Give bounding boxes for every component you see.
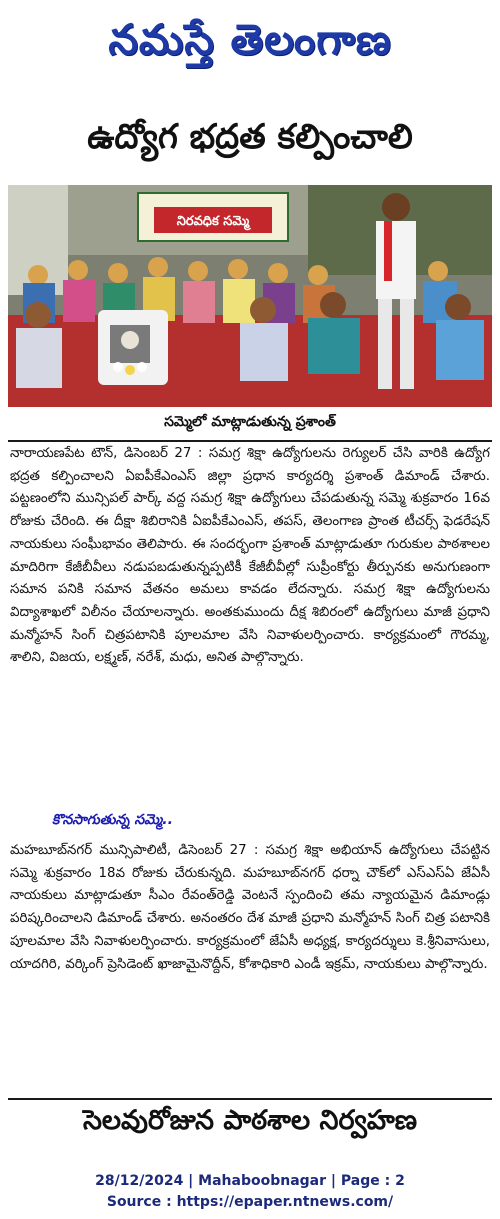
article-photo	[8, 185, 492, 407]
edition-line: 28/12/2024 | Mahaboobnagar | Page : 2	[95, 1173, 405, 1189]
masthead-title: నమస్తే తెలంగాణ	[108, 15, 392, 64]
protest-photo-illustration	[8, 185, 492, 407]
caption-divider	[8, 440, 492, 442]
article-subheading: కొనసాగుతున్న సమ్మె..	[52, 812, 173, 828]
article-bottom-divider	[8, 1098, 492, 1100]
next-article-headline: సెలవురోజున పాఠశాల నిర్వహణ	[82, 1105, 418, 1136]
photo-caption: సమ్మెలో మాట్లాడుతున్న ప్రశాంత్	[164, 413, 336, 430]
banner-text: నిరవధిక సమ్మె	[176, 214, 250, 229]
page-footer	[0, 1168, 500, 1216]
article-paragraph-1: నారాయణపేట టౌన్, డిసెంబర్ 27 : సమగ్ర శిక్షా ఉద్యోగులను రెగ్యులర్ చేసి వారికి ఉద్యోగ భద్రత కల్పించాలని ఏఐపీకేఎంఎస్ జిల్లా ప్రధాన కార్యదర్శి ప్రశాంత్ డిమాండ్ చేశారు. పట్టణంలోని మున్సిపల్ పార్క్ వద్ద సమగ్ర శిక్షా ఉద్యోగులు చేపడుతున్న సమ్మె శుక్రవారం 16వ రోజుకు చేరింది. ఈ దీక్షా శిబిరానికి ఏఐపీకేఎంఎస్, తపస్, తెలంగాణ ప్రాంత టీచర్స్ ఫెడరేషన్ నాయకులు సంఘీభావం తెలిపారు. ఈ సందర్భంగా ప్రశాంత్ మాట్లాడుతూ గురుకుల పాఠశాలల మాదిరిగా కేజీబీవీలు నడుపబడుతున్నప్పటికీ కేజీబీవీల్లో సుప్రీంకోర్టు తీర్పునకు అనుగుణంగా సమాన పనికి సమాన వేతనం అమలు కావడం లేదన్నారు. సమగ్ర శిక్షా ఉద్యోగులను విద్యాశాఖలో విలీనం చేయాలన్నారు. అంతకుముందు దీక్ష శిబిరంలో ఉద్యోగులు మాజీ ప్రధాని మన్మోహన్ సింగ్ చిత్రపటానికి పూలమాల వేసి నివాళులర్పించారు. కార్యక్రమంలో గౌరమ్మ, శాలిని, విజయ, లక్ష్మణ్, నరేశ్, మధు, అనిత పాల్గొన్నారు.	[10, 446, 491, 666]
article-headline: ఉద్యోగ భద్రత కల్పించాలి	[87, 117, 413, 157]
newspaper-masthead	[0, 0, 500, 90]
article-paragraph-2: మహబూబ్‌నగర్ మున్సిపాలిటీ, డిసెంబర్ 27 : సమగ్ర శిక్షా అభియాన్ ఉద్యోగులు చేపట్టిన సమ్మె శుక్రవారం 18వ రోజుకు చేరుకున్నది. మహబూబ్‌నగర్ ధర్నా చౌక్‌లో ఎస్ఎస్ఏ జేఏసీ నాయకులు మాట్లాడుతూ సీఎం రేవంత్‌రెడ్డి వెంటనే స్పందించి తమ న్యాయమైన డిమాండ్లు పరిష్కరించాలని డిమాండ్ చేశారు. అనంతరం దేశ మాజీ ప్రధాని మన్మోహన్ సింగ్ చిత్ర పటానికి పూలమాల వేసి నివాళులర్పించారు. కార్యక్రమంలో జేఏసీ అధ్యక్ష, కార్యదర్శులు కె.శ్రీనివాసులు, యాదగిరి, వర్కింగ్ ప్రెసిడెంట్ ఖాజామైనొద్దీన్, కోశాధికారి ఎండీ ఇక్రమ్, నాయకులు పాల్గొన్నారు.	[10, 843, 490, 972]
source-line[interactable]: Source : https://epaper.ntnews.com/	[106, 1194, 394, 1210]
